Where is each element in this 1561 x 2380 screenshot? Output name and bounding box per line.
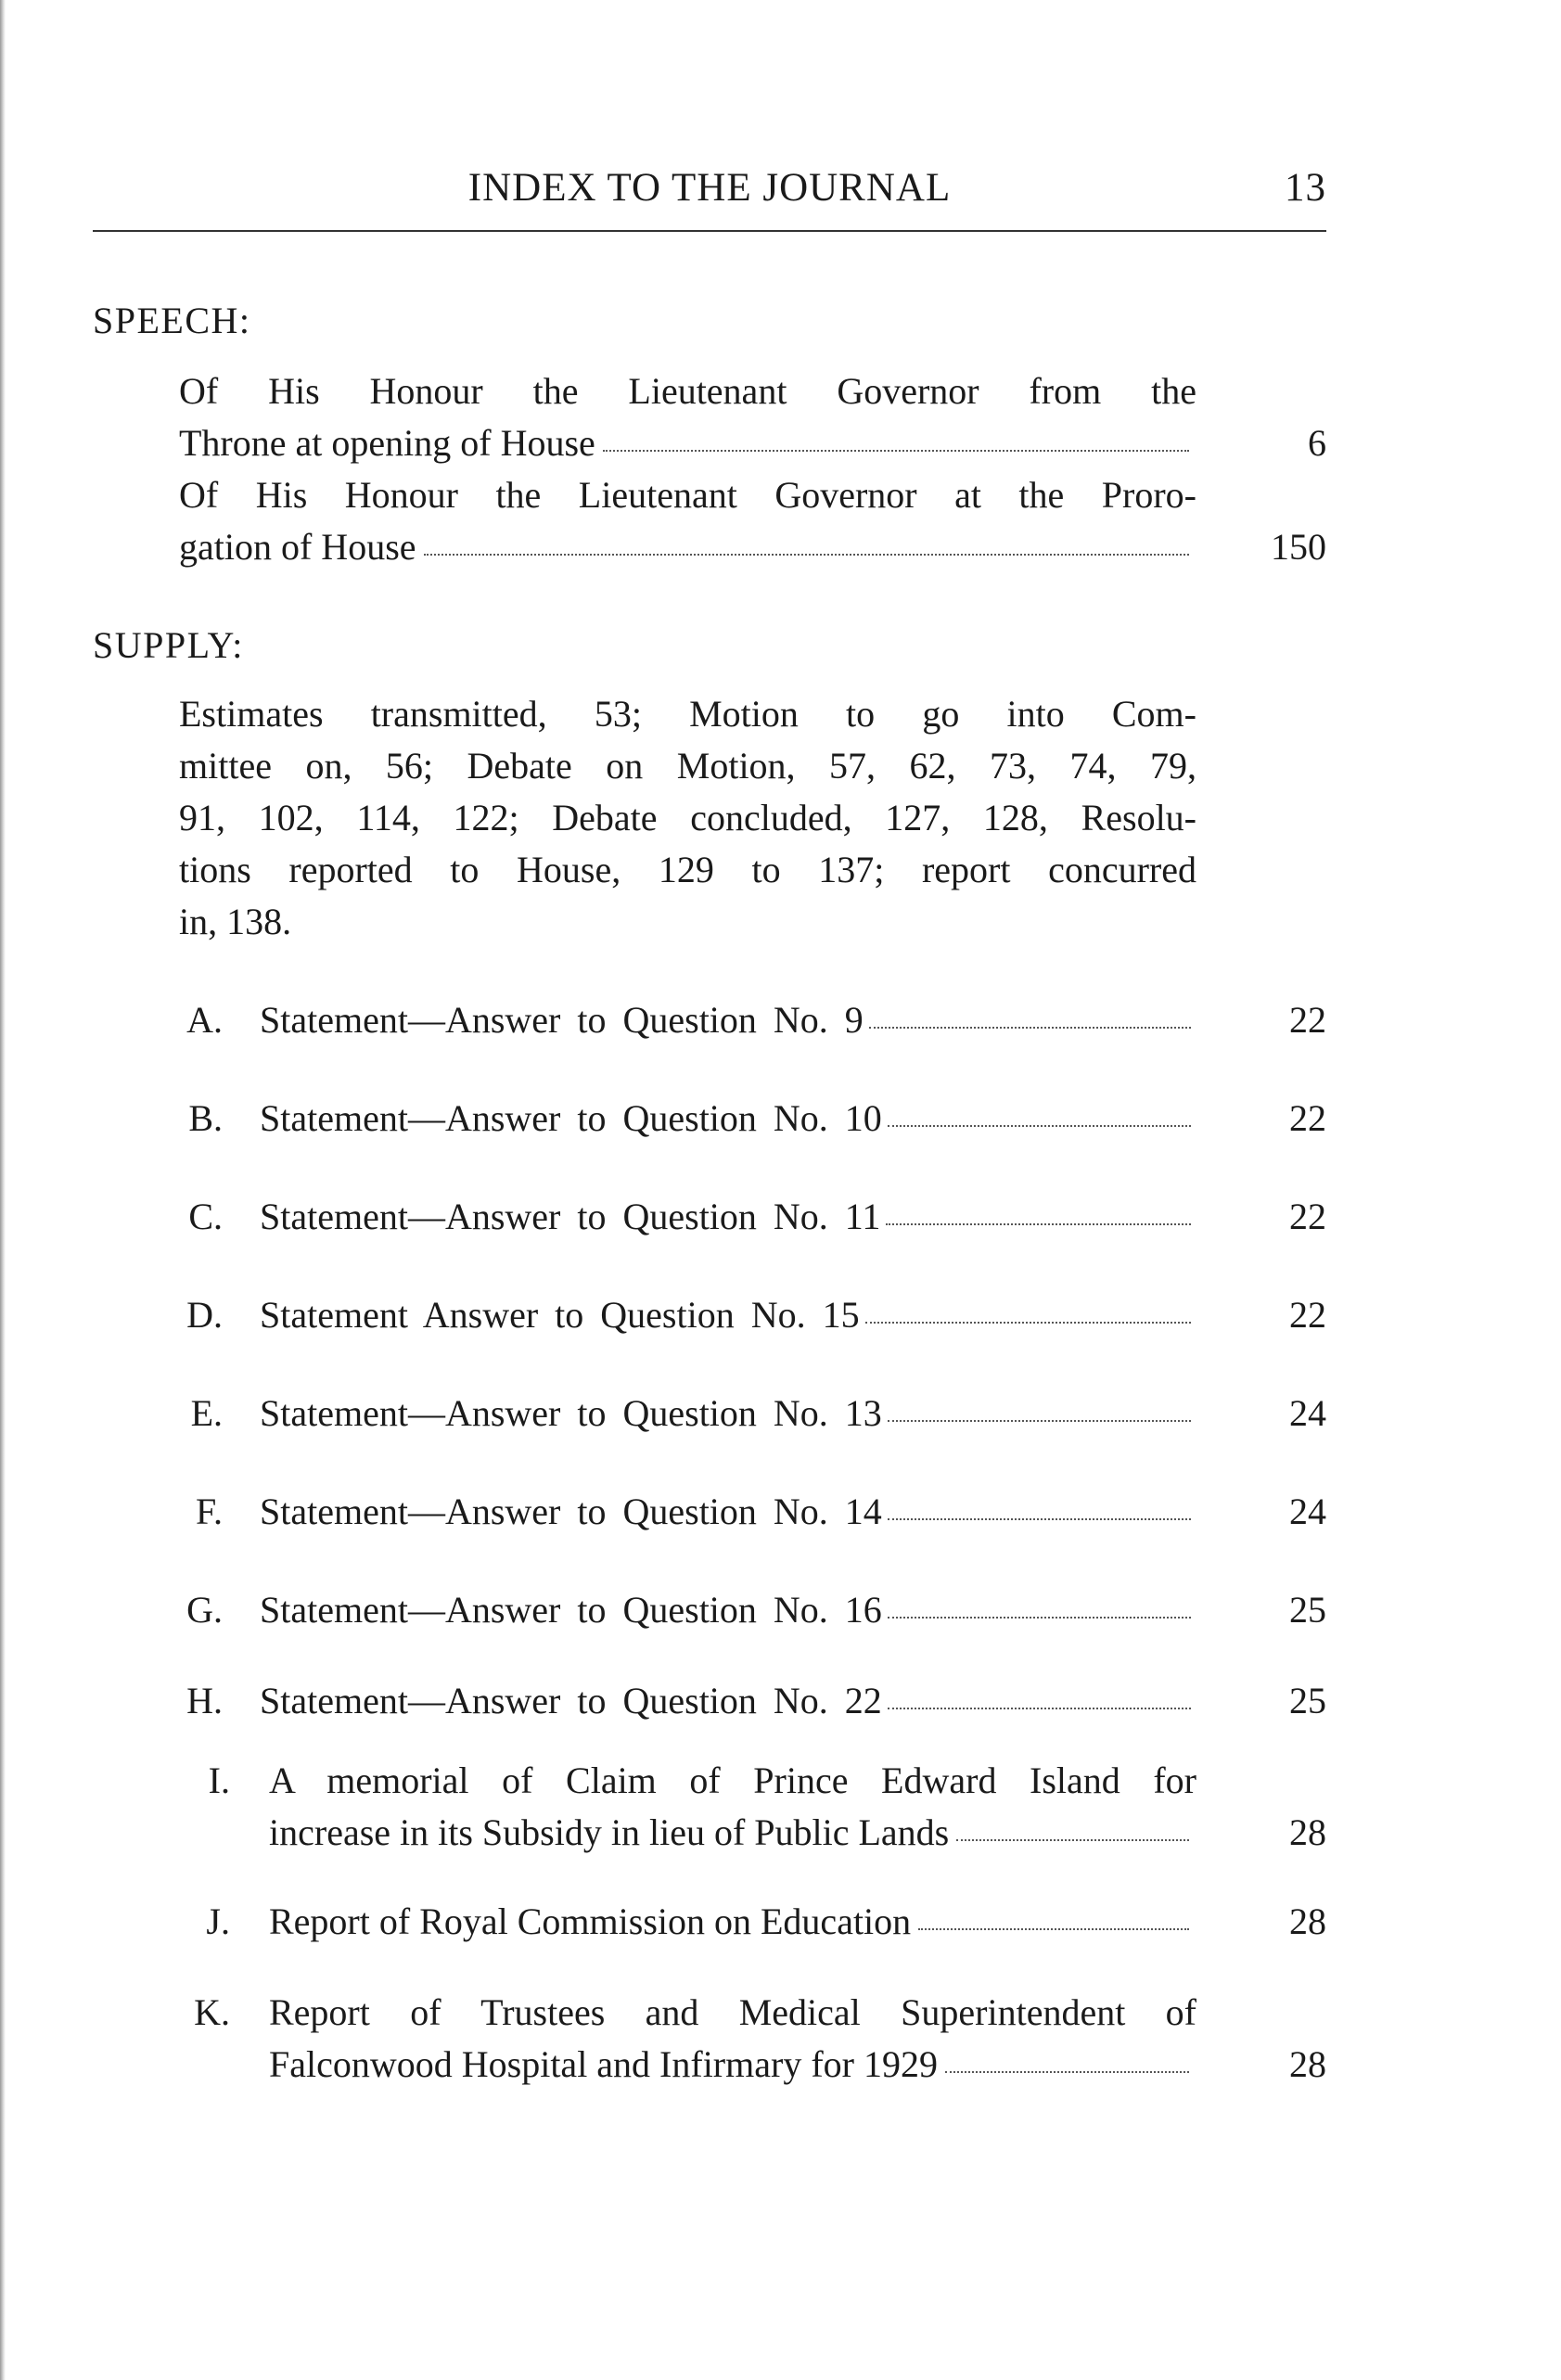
statement-text: Statement—Answer to Question No. 22 [260,1680,882,1721]
speech-entry-1-text: Throne at opening of House [179,422,595,464]
dot-leader [888,1704,1191,1709]
statement-entry [260,1093,1196,1145]
report-letter: I. [208,1759,230,1801]
statement-text: Statement—Answer to Question No. 16 [260,1589,882,1631]
report-letter: K. [194,1991,230,2033]
statement-letter: D. [186,1294,223,1336]
speech-entry-1-line-1: Of His Honour the Lieutenant Governor from the [179,370,1196,412]
statement-letter: G. [186,1589,223,1631]
statement-letter: B. [188,1097,223,1139]
statement-text: Statement—Answer to Question No. 10 [260,1097,882,1139]
supply-paragraph-line-3: 91, 102, 114, 122; Debate concluded, 127, 128, Resolu- [179,797,1196,838]
dot-leader [424,550,1189,556]
dot-leader [888,1416,1191,1422]
statement-entry [260,1584,1196,1636]
statement-entry [260,1486,1196,1538]
dot-leader [945,2067,1189,2073]
report-i-page: 28 [1289,1811,1326,1853]
dot-leader [865,1318,1191,1324]
speech-entry-1-line-2 [179,417,1196,469]
statement-page: 24 [1289,1491,1326,1532]
report-k-line-2 [269,2039,1196,2091]
statement-page: 22 [1289,1294,1326,1336]
statement-page: 24 [1289,1392,1326,1434]
statement-page: 25 [1289,1589,1326,1631]
statement-letter: E. [190,1392,223,1434]
header-rule [93,230,1326,232]
dot-leader [888,1613,1191,1619]
statement-text: Statement—Answer to Question No. 14 [260,1491,882,1532]
section-heading-speech: SPEECH: [93,300,251,341]
speech-entry-1-page: 6 [1308,422,1326,464]
statement-letter: A. [186,999,223,1041]
dot-leader [869,1023,1191,1029]
report-j-page: 28 [1289,1900,1326,1942]
report-j-line-1 [269,1896,1196,1948]
report-i-text: increase in its Subsidy in lieu of Public Lands [269,1811,950,1853]
statement-entry [260,1388,1196,1440]
section-heading-supply: SUPPLY: [93,624,244,666]
dot-leader [918,1925,1189,1930]
supply-paragraph-line-4: tions reported to House, 129 to 137; report concurred [179,849,1196,890]
supply-paragraph-line-1: Estimates transmitted, 53; Motion to go into Com- [179,693,1196,735]
page-number: 13 [1285,166,1326,210]
speech-entry-2-text: gation of House [179,526,416,568]
report-i-line-2 [269,1807,1196,1859]
speech-entry-2-page: 150 [1271,526,1326,568]
dot-leader [888,1121,1191,1127]
statement-page: 22 [1289,1097,1326,1139]
supply-paragraph-line-5: in, 138. [179,901,292,942]
running-header [93,165,1326,221]
statement-letter: H. [186,1680,223,1721]
dot-leader [956,1836,1189,1841]
statement-page: 25 [1289,1680,1326,1721]
statement-page: 22 [1289,999,1326,1041]
header-title: INDEX TO THE JOURNAL [467,166,952,210]
speech-entry-2-line-1: Of His Honour the Lieutenant Governor at the Proro- [179,474,1196,516]
dot-leader [888,1515,1191,1520]
statement-text: Statement—Answer to Question No. 11 [260,1196,881,1237]
statement-letter: F. [195,1491,223,1532]
statement-letter: C. [188,1196,223,1237]
statement-page: 22 [1289,1196,1326,1237]
report-k-text: Falconwood Hospital and Infirmary for 1929 [269,2043,938,2085]
dot-leader [603,446,1189,452]
speech-entry-2-line-2 [179,521,1196,573]
supply-paragraph-line-2: mittee on, 56; Debate on Motion, 57, 62, 73, 74, 79, [179,745,1196,787]
report-j-text: Report of Royal Commission on Education [269,1900,912,1942]
statement-entry [260,1289,1196,1341]
statement-text: Statement—Answer to Question No. 13 [260,1392,882,1434]
statement-text: Statement Answer to Question No. 15 [260,1294,860,1336]
report-k-line-1: Report of Trustees and Medical Superintendent of [269,1991,1196,2033]
statement-entry [260,1675,1196,1727]
page-binding-edge [0,0,6,2380]
report-k-page: 28 [1289,2043,1326,2085]
statement-entry [260,994,1196,1046]
statement-entry [260,1191,1196,1243]
report-i-line-1: A memorial of Claim of Prince Edward Island for [269,1759,1196,1801]
report-letter: J. [206,1900,230,1942]
dot-leader [886,1220,1191,1225]
statement-text: Statement—Answer to Question No. 9 [260,999,864,1041]
